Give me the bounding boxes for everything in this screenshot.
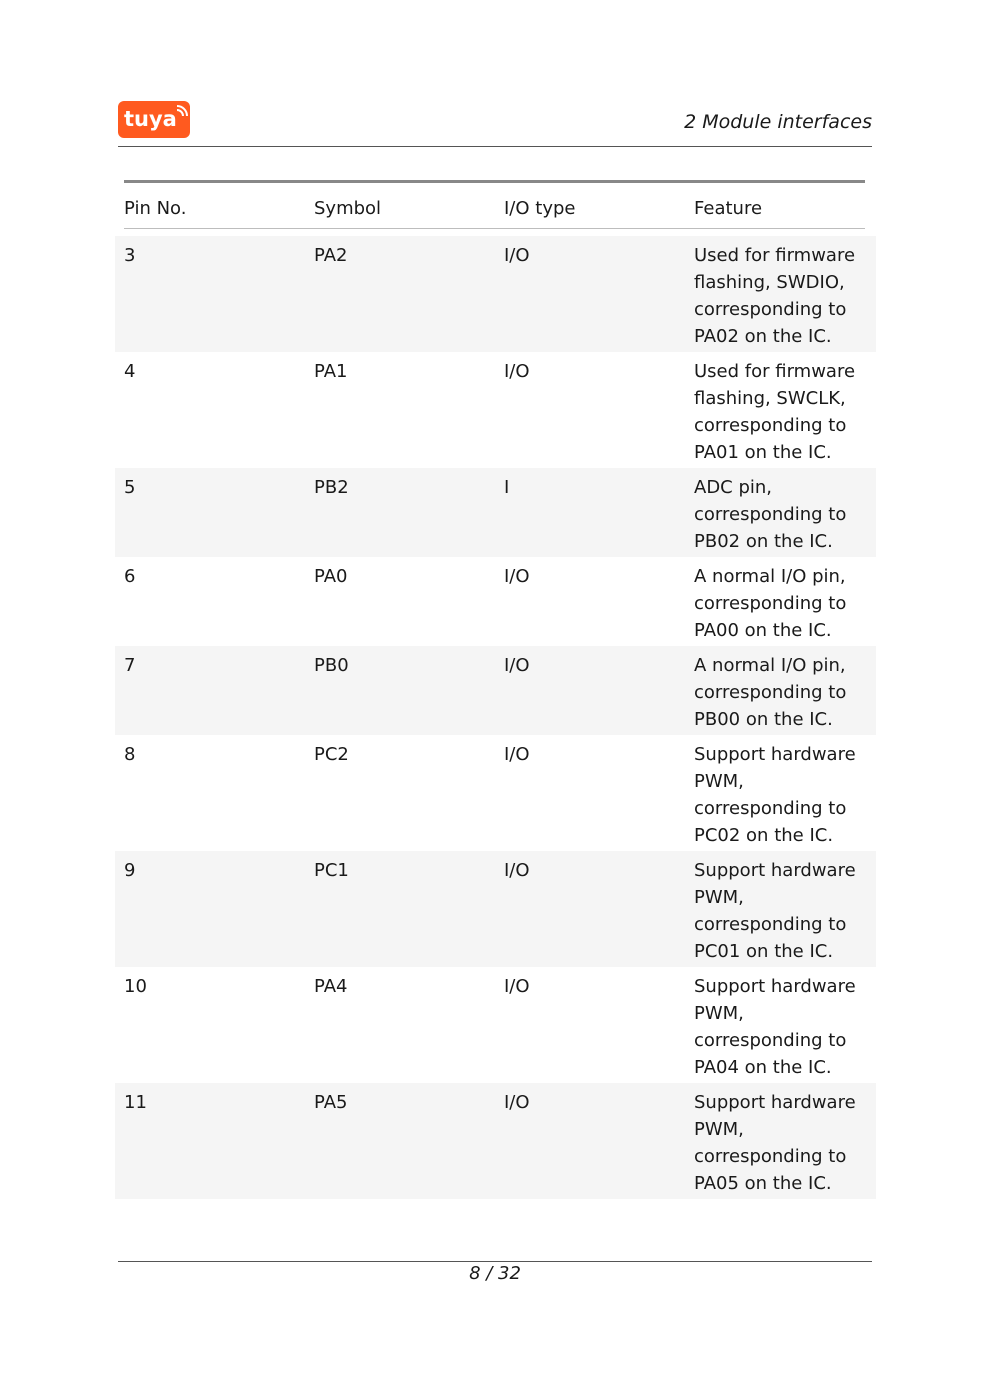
feature-description [694, 652, 872, 733]
pin-number: 8 [124, 744, 136, 765]
feature-line: Support hardware [694, 1092, 856, 1113]
pin-symbol: PA5 [314, 1092, 348, 1113]
table-row [115, 967, 876, 1083]
feature-description [694, 741, 872, 849]
logo-text: tuya [124, 107, 177, 131]
feature-description [694, 563, 872, 644]
feature-line: corresponding to [694, 504, 847, 525]
feature-line: corresponding to [694, 299, 847, 320]
table-row [115, 557, 876, 646]
io-type: I/O [504, 361, 530, 382]
pin-symbol: PA1 [314, 361, 348, 382]
feature-line: A normal I/O pin, [694, 655, 846, 676]
section-title: 2 Module interfaces [684, 111, 872, 133]
table-body [115, 236, 876, 1199]
io-type: I/O [504, 566, 530, 587]
table-row [115, 735, 876, 851]
tuya-logo [118, 101, 190, 138]
feature-line: flashing, SWCLK, [694, 388, 846, 409]
io-type: I/O [504, 976, 530, 997]
feature-description [694, 1089, 872, 1197]
column-header: Symbol [314, 198, 382, 219]
pin-symbol: PA2 [314, 245, 348, 266]
feature-description [694, 857, 872, 965]
pin-number: 10 [124, 976, 147, 997]
pin-table [115, 180, 876, 1199]
feature-line: corresponding to [694, 798, 847, 819]
pin-number: 11 [124, 1092, 147, 1113]
pin-symbol: PA0 [314, 566, 348, 587]
io-type: I [504, 477, 510, 498]
io-type: I/O [504, 744, 530, 765]
feature-line: PWM, [694, 771, 744, 792]
feature-line: PB02 on the IC. [694, 531, 833, 552]
column-header: Feature [694, 198, 763, 219]
feature-line: ADC pin, [694, 477, 773, 498]
table-row [115, 468, 876, 557]
feature-line: PWM, [694, 887, 744, 908]
feature-line: PC01 on the IC. [694, 941, 834, 962]
feature-line: PA00 on the IC. [694, 620, 832, 641]
column-header: Pin No. [124, 198, 187, 219]
io-type: I/O [504, 860, 530, 881]
feature-line: PA04 on the IC. [694, 1057, 832, 1078]
feature-description [694, 242, 872, 350]
feature-line: PWM, [694, 1003, 744, 1024]
feature-line: flashing, SWDIO, [694, 272, 845, 293]
column-header: I/O type [504, 198, 576, 219]
io-type: I/O [504, 655, 530, 676]
header-divider [118, 146, 872, 147]
pin-symbol: PC2 [314, 744, 349, 765]
feature-line: PA02 on the IC. [694, 326, 832, 347]
pin-symbol: PB0 [314, 655, 349, 676]
pin-number: 9 [124, 860, 136, 881]
feature-line: corresponding to [694, 682, 847, 703]
feature-line: A normal I/O pin, [694, 566, 846, 587]
feature-line: PA05 on the IC. [694, 1173, 832, 1194]
feature-line: Support hardware [694, 976, 856, 997]
feature-line: PWM, [694, 1119, 744, 1140]
pin-number: 5 [124, 477, 136, 498]
feature-description [694, 474, 872, 555]
feature-line: corresponding to [694, 914, 847, 935]
io-type: I/O [504, 1092, 530, 1113]
feature-line: corresponding to [694, 1030, 847, 1051]
feature-line: corresponding to [694, 593, 847, 614]
table-row [115, 352, 876, 468]
table-row [115, 646, 876, 735]
pin-symbol: PC1 [314, 860, 349, 881]
table-row [115, 851, 876, 967]
feature-description [694, 358, 872, 466]
feature-line: corresponding to [694, 415, 847, 436]
feature-line: Used for firmware [694, 245, 856, 266]
pin-number: 4 [124, 361, 136, 382]
feature-line: Used for firmware [694, 361, 856, 382]
footer-divider [118, 1261, 872, 1262]
feature-line: PA01 on the IC. [694, 442, 832, 463]
pin-number: 6 [124, 566, 136, 587]
page-number: 8 / 32 [469, 1263, 521, 1284]
feature-line: PC02 on the IC. [694, 825, 834, 846]
table-header [124, 183, 865, 229]
feature-line: PB00 on the IC. [694, 709, 833, 730]
table-row [115, 1083, 876, 1199]
feature-line: corresponding to [694, 1146, 847, 1167]
pin-symbol: PA4 [314, 976, 348, 997]
pin-number: 7 [124, 655, 136, 676]
feature-description [694, 973, 872, 1081]
pin-number: 3 [124, 245, 136, 266]
feature-line: Support hardware [694, 860, 856, 881]
table-row [115, 236, 876, 352]
pin-symbol: PB2 [314, 477, 349, 498]
io-type: I/O [504, 245, 530, 266]
feature-line: Support hardware [694, 744, 856, 765]
